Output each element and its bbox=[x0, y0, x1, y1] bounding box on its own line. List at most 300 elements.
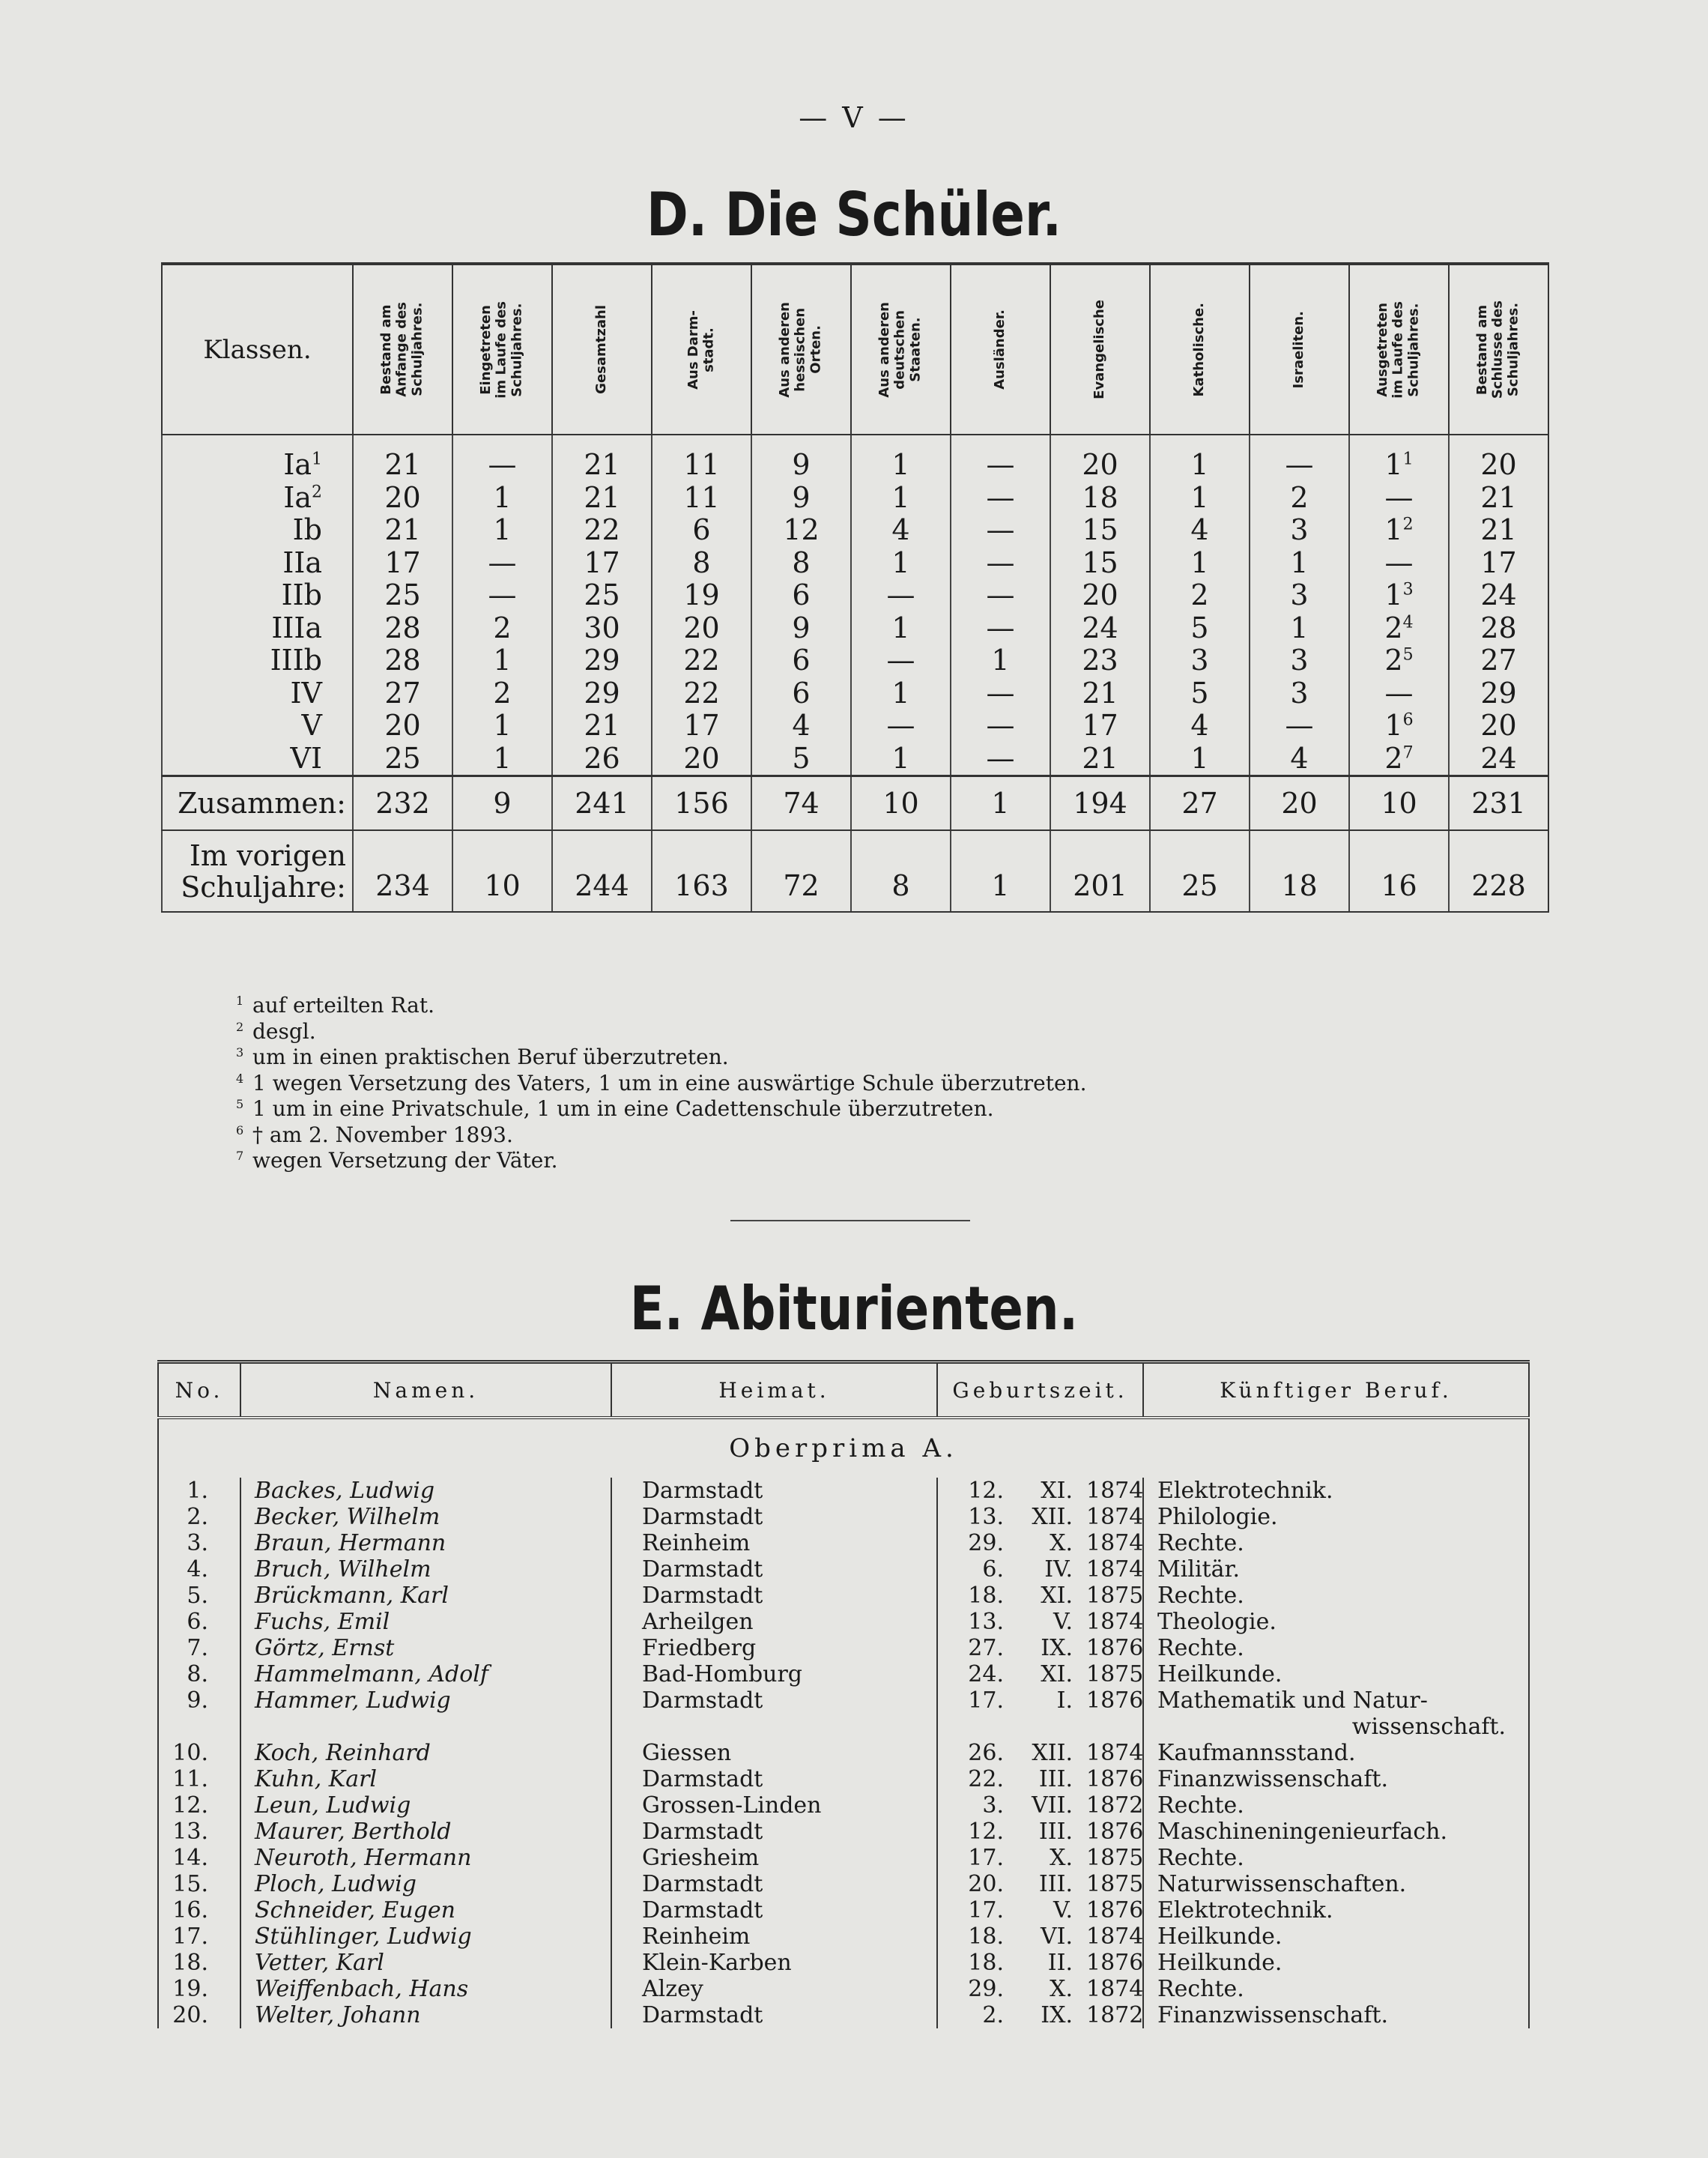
table-cell: 25 bbox=[552, 579, 652, 612]
future-career: Finanzwissenschaft. bbox=[1143, 1766, 1529, 1792]
birth-year: 1874 bbox=[1086, 1923, 1144, 1950]
table-cell: 25 bbox=[353, 743, 452, 776]
graduate-number: 13. bbox=[158, 1819, 240, 1845]
table-cell: $1^6$ bbox=[1349, 710, 1449, 743]
table-cell: — bbox=[851, 644, 951, 677]
column-header-home: Heimat. bbox=[611, 1362, 937, 1418]
column-header-birth: Geburtszeit. bbox=[937, 1362, 1143, 1418]
birth-year: 1874 bbox=[1086, 1478, 1144, 1504]
table-cell: — bbox=[1349, 482, 1449, 515]
graduate-row bbox=[158, 1504, 1529, 1530]
class-name: VI bbox=[162, 743, 353, 776]
graduate-hometown: Griesheim bbox=[611, 1845, 937, 1871]
total-cell: 20 bbox=[1250, 776, 1349, 831]
table-cell: 19 bbox=[652, 579, 751, 612]
table-cell: $2^4$ bbox=[1349, 612, 1449, 645]
table-cell: 1 bbox=[1150, 482, 1250, 515]
table-cell: 2 bbox=[1250, 482, 1349, 515]
column-header: Klassen. bbox=[162, 264, 353, 435]
table-cell: $2^5$ bbox=[1349, 644, 1449, 677]
birth-year: 1874 bbox=[1086, 1609, 1144, 1635]
graduate-number: 15. bbox=[158, 1871, 240, 1897]
table-cell: — bbox=[452, 547, 552, 580]
table-cell: — bbox=[1250, 435, 1349, 482]
graduate-number: 10. bbox=[158, 1740, 240, 1766]
class-name: Ia$^1$ bbox=[162, 435, 353, 482]
table-cell: 15 bbox=[1050, 514, 1150, 547]
graduate-name: Backes, Ludwig bbox=[240, 1478, 611, 1504]
graduate-number: 20. bbox=[158, 2002, 240, 2028]
graduate-row bbox=[158, 1687, 1529, 1740]
birth-year: 1874 bbox=[1086, 1556, 1144, 1583]
birth-month: VI. bbox=[1040, 1923, 1073, 1950]
footnote bbox=[236, 1148, 1086, 1174]
table-cell: 17 bbox=[353, 547, 452, 580]
graduate-name: Hammelmann, Adolf bbox=[240, 1661, 611, 1687]
graduates-table-header bbox=[158, 1362, 1529, 1418]
birth-year: 1875 bbox=[1086, 1845, 1144, 1871]
birth-year: 1875 bbox=[1086, 1661, 1144, 1687]
birth-month: V. bbox=[1053, 1897, 1073, 1923]
table-cell: 17 bbox=[552, 547, 652, 580]
graduate-hometown: Giessen bbox=[611, 1740, 937, 1766]
graduate-row bbox=[158, 1976, 1529, 2002]
birth-month: X. bbox=[1050, 1845, 1073, 1871]
table-row bbox=[162, 677, 1548, 710]
table-cell: 15 bbox=[1050, 547, 1150, 580]
graduate-number: 5. bbox=[158, 1583, 240, 1609]
previous-year-cell: 72 bbox=[751, 830, 851, 912]
footnote-mark: 5 bbox=[236, 1097, 244, 1111]
graduate-row bbox=[158, 1556, 1529, 1583]
table-cell: 21 bbox=[1050, 677, 1150, 710]
previous-year-cell: 1 bbox=[951, 830, 1050, 912]
previous-year-cell: 16 bbox=[1349, 830, 1449, 912]
table-cell: 4 bbox=[1150, 710, 1250, 743]
graduate-number: 2. bbox=[158, 1504, 240, 1530]
total-cell: 9 bbox=[452, 776, 552, 831]
birth-month: XI. bbox=[1041, 1478, 1073, 1504]
table-cell: 4 bbox=[751, 710, 851, 743]
birth-year: 1876 bbox=[1086, 1897, 1144, 1923]
table-cell: 1 bbox=[1150, 743, 1250, 776]
graduate-hometown: Darmstadt bbox=[611, 1556, 937, 1583]
column-header: Israeliten. bbox=[1250, 264, 1349, 435]
table-cell: — bbox=[1349, 677, 1449, 710]
graduate-hometown: Reinheim bbox=[611, 1923, 937, 1950]
birth-month: XII. bbox=[1032, 1504, 1073, 1530]
class-name: IIa bbox=[162, 547, 353, 580]
table-cell: — bbox=[452, 579, 552, 612]
total-label: Zusammen: bbox=[162, 776, 353, 831]
graduate-hometown: Darmstadt bbox=[611, 1687, 937, 1740]
table-cell: 9 bbox=[751, 612, 851, 645]
footnote bbox=[236, 1019, 1086, 1045]
table-cell: 18 bbox=[1050, 482, 1150, 515]
birth-year: 1872 bbox=[1086, 2002, 1144, 2028]
previous-year-cell: 244 bbox=[552, 830, 652, 912]
table-cell: 2 bbox=[452, 677, 552, 710]
previous-year-cell: 163 bbox=[652, 830, 751, 912]
graduate-number: 11. bbox=[158, 1766, 240, 1792]
birth-day: 18. bbox=[937, 1950, 1016, 1976]
footnote bbox=[236, 1096, 1086, 1122]
birth-year: 1874 bbox=[1086, 1740, 1144, 1766]
column-header: Aus anderen hessischen Orten. bbox=[751, 264, 851, 435]
table-cell: 1 bbox=[452, 743, 552, 776]
birth-day: 22. bbox=[937, 1766, 1016, 1792]
table-cell: — bbox=[951, 612, 1050, 645]
table-cell: 30 bbox=[552, 612, 652, 645]
class-name: V bbox=[162, 710, 353, 743]
table-row bbox=[162, 514, 1548, 547]
table-cell: 12 bbox=[751, 514, 851, 547]
future-career: Elektrotechnik. bbox=[1143, 1897, 1529, 1923]
footnote-text: wegen Versetzung der Väter. bbox=[252, 1148, 558, 1173]
table-cell: 8 bbox=[652, 547, 751, 580]
table-cell: 20 bbox=[353, 710, 452, 743]
footnote-mark: 3 bbox=[236, 1045, 244, 1060]
graduate-row bbox=[158, 1583, 1529, 1609]
table-cell: 1 bbox=[452, 514, 552, 547]
table-cell: 3 bbox=[1250, 644, 1349, 677]
total-cell: 10 bbox=[1349, 776, 1449, 831]
table-row bbox=[162, 743, 1548, 776]
birth-month: III. bbox=[1038, 1819, 1073, 1845]
table-cell: 1 bbox=[851, 547, 951, 580]
table-cell: 24 bbox=[1050, 612, 1150, 645]
table-cell: 3 bbox=[1150, 644, 1250, 677]
future-career: Rechte. bbox=[1143, 1530, 1529, 1556]
table-cell: 6 bbox=[751, 579, 851, 612]
table-cell: 1 bbox=[851, 435, 951, 482]
table-cell: 1 bbox=[1250, 547, 1349, 580]
graduates-table bbox=[157, 1360, 1530, 2028]
footnote bbox=[236, 1045, 1086, 1071]
table-cell: — bbox=[951, 677, 1050, 710]
graduate-number: 9. bbox=[158, 1687, 240, 1740]
table-cell: 20 bbox=[652, 743, 751, 776]
footnote-mark: 4 bbox=[236, 1071, 244, 1086]
table-cell: 6 bbox=[652, 514, 751, 547]
birth-month: II. bbox=[1047, 1950, 1073, 1976]
graduate-row bbox=[158, 1792, 1529, 1819]
table-cell: 21 bbox=[552, 482, 652, 515]
table-row bbox=[162, 644, 1548, 677]
table-cell: 17 bbox=[1050, 710, 1150, 743]
graduate-hometown: Arheilgen bbox=[611, 1609, 937, 1635]
table-cell: 22 bbox=[652, 677, 751, 710]
birth-day: 18. bbox=[937, 1583, 1016, 1609]
table-row bbox=[162, 482, 1548, 515]
graduate-number: 16. bbox=[158, 1897, 240, 1923]
table-cell: 20 bbox=[1449, 435, 1548, 482]
table-cell: 1 bbox=[851, 743, 951, 776]
graduate-row bbox=[158, 1740, 1529, 1766]
birth-month: XI. bbox=[1041, 1583, 1073, 1609]
table-cell: 21 bbox=[1449, 514, 1548, 547]
graduate-number: 14. bbox=[158, 1845, 240, 1871]
graduate-name: Fuchs, Emil bbox=[240, 1609, 611, 1635]
table-cell: 11 bbox=[652, 482, 751, 515]
class-name: IIIb bbox=[162, 644, 353, 677]
table-cell: 27 bbox=[353, 677, 452, 710]
total-cell: 10 bbox=[851, 776, 951, 831]
table-cell: $2^7$ bbox=[1349, 743, 1449, 776]
graduate-row bbox=[158, 1661, 1529, 1687]
birth-year: 1876 bbox=[1086, 1766, 1144, 1792]
table-cell: 24 bbox=[1449, 743, 1548, 776]
table-cell: $1^3$ bbox=[1349, 579, 1449, 612]
table-cell: 29 bbox=[552, 677, 652, 710]
future-career: Rechte. bbox=[1143, 1845, 1529, 1871]
graduate-hometown: Friedberg bbox=[611, 1635, 937, 1661]
table-cell: 20 bbox=[652, 612, 751, 645]
birth-day: 13. bbox=[937, 1609, 1016, 1635]
column-header: Katholische. bbox=[1150, 264, 1250, 435]
table-cell: 20 bbox=[1050, 579, 1150, 612]
total-cell: 194 bbox=[1050, 776, 1150, 831]
table-cell: — bbox=[851, 710, 951, 743]
birth-month: XII. bbox=[1032, 1740, 1073, 1766]
future-career: Rechte. bbox=[1143, 1792, 1529, 1819]
birth-day: 12. bbox=[937, 1478, 1016, 1504]
table-cell: 1 bbox=[452, 710, 552, 743]
birth-year: 1875 bbox=[1086, 1871, 1144, 1897]
birth-day: 24. bbox=[937, 1661, 1016, 1687]
graduate-number: 12. bbox=[158, 1792, 240, 1819]
table-cell: 4 bbox=[1250, 743, 1349, 776]
graduate-number: 8. bbox=[158, 1661, 240, 1687]
graduate-number: 7. bbox=[158, 1635, 240, 1661]
footnote-text: desgl. bbox=[252, 1018, 316, 1044]
future-career: Finanzwissenschaft. bbox=[1143, 2002, 1529, 2028]
future-career: Philologie. bbox=[1143, 1504, 1529, 1530]
graduate-hometown: Darmstadt bbox=[611, 1478, 937, 1504]
total-cell: 1 bbox=[951, 776, 1050, 831]
section-e-title: E. Abiturienten. bbox=[629, 1274, 1079, 1344]
table-cell: 17 bbox=[652, 710, 751, 743]
graduate-name: Becker, Wilhelm bbox=[240, 1504, 611, 1530]
graduate-row bbox=[158, 1923, 1529, 1950]
table-cell: — bbox=[951, 579, 1050, 612]
graduate-name: Kuhn, Karl bbox=[240, 1766, 611, 1792]
footnote bbox=[236, 1071, 1086, 1097]
birth-month: IX. bbox=[1041, 2002, 1073, 2028]
birth-month: V. bbox=[1053, 1609, 1073, 1635]
column-header-name: Namen. bbox=[240, 1362, 611, 1418]
graduate-row bbox=[158, 1950, 1529, 1976]
graduate-name: Ploch, Ludwig bbox=[240, 1871, 611, 1897]
table-cell: 2 bbox=[452, 612, 552, 645]
birth-day: 17. bbox=[937, 1687, 1016, 1740]
table-cell: 4 bbox=[851, 514, 951, 547]
table-cell: 1 bbox=[1250, 612, 1349, 645]
graduate-name: Vetter, Karl bbox=[240, 1950, 611, 1976]
table-cell: — bbox=[951, 514, 1050, 547]
footnote-mark: 6 bbox=[236, 1122, 244, 1137]
table-cell: 6 bbox=[751, 644, 851, 677]
graduate-row bbox=[158, 1819, 1529, 1845]
birth-month: IX. bbox=[1041, 1635, 1073, 1661]
graduate-number: 4. bbox=[158, 1556, 240, 1583]
class-name: Ib bbox=[162, 514, 353, 547]
table-cell: $1^1$ bbox=[1349, 435, 1449, 482]
footnote-mark: 1 bbox=[236, 994, 244, 1008]
column-header: Ausgetreten im Laufe des Schuljahres. bbox=[1349, 264, 1449, 435]
graduate-hometown: Darmstadt bbox=[611, 1819, 937, 1845]
future-career: Maschineningenieurfach. bbox=[1143, 1819, 1529, 1845]
graduate-name: Hammer, Ludwig bbox=[240, 1687, 611, 1740]
students-table bbox=[161, 262, 1549, 913]
footnote-mark: 7 bbox=[236, 1149, 244, 1163]
birth-day: 12. bbox=[937, 1819, 1016, 1845]
page-number: — V — bbox=[799, 101, 909, 134]
graduate-name: Stühlinger, Ludwig bbox=[240, 1923, 611, 1950]
graduate-hometown: Darmstadt bbox=[611, 1871, 937, 1897]
graduate-row bbox=[158, 1530, 1529, 1556]
graduate-name: Neuroth, Hermann bbox=[240, 1845, 611, 1871]
graduate-name: Maurer, Berthold bbox=[240, 1819, 611, 1845]
graduate-hometown: Reinheim bbox=[611, 1530, 937, 1556]
table-cell: — bbox=[951, 710, 1050, 743]
class-name: Ia$^2$ bbox=[162, 482, 353, 515]
table-row bbox=[162, 710, 1548, 743]
table-cell: 6 bbox=[751, 677, 851, 710]
section-d-title: D. Die Schüler. bbox=[646, 180, 1062, 250]
previous-year-label: Im vorigen Schuljahre: bbox=[162, 830, 353, 912]
footnote-text: um in einen praktischen Beruf überzutreten. bbox=[252, 1045, 729, 1069]
birth-month: III. bbox=[1038, 1766, 1073, 1792]
birth-year: 1874 bbox=[1086, 1530, 1144, 1556]
birth-day: 18. bbox=[937, 1923, 1016, 1950]
graduate-name: Welter, Johann bbox=[240, 2002, 611, 2028]
table-cell: 25 bbox=[353, 579, 452, 612]
column-header: Aus anderen deutschen Staaten. bbox=[851, 264, 951, 435]
table-cell: 8 bbox=[751, 547, 851, 580]
table-cell: 5 bbox=[1150, 612, 1250, 645]
future-career: Heilkunde. bbox=[1143, 1950, 1529, 1976]
class-name: IIIa bbox=[162, 612, 353, 645]
table-cell: 3 bbox=[1250, 579, 1349, 612]
graduate-number: 17. bbox=[158, 1923, 240, 1950]
future-career-continued: wissenschaft. bbox=[1351, 1714, 1506, 1740]
graduate-row bbox=[158, 2002, 1529, 2028]
table-cell: 1 bbox=[1150, 547, 1250, 580]
column-header-career: Künftiger Beruf. bbox=[1143, 1362, 1529, 1418]
graduate-name: Braun, Hermann bbox=[240, 1530, 611, 1556]
section-divider bbox=[730, 1220, 970, 1221]
birth-day: 17. bbox=[937, 1897, 1016, 1923]
table-cell: 24 bbox=[1449, 579, 1548, 612]
table-cell: 21 bbox=[353, 435, 452, 482]
column-header: Bestand am Anfange des Schuljahres. bbox=[353, 264, 452, 435]
footnote-text: † am 2. November 1893. bbox=[252, 1122, 513, 1147]
column-header: Ausländer. bbox=[951, 264, 1050, 435]
future-career: Naturwissenschaften. bbox=[1143, 1871, 1529, 1897]
graduate-name: Weiffenbach, Hans bbox=[240, 1976, 611, 2002]
total-row bbox=[162, 776, 1548, 831]
table-cell: — bbox=[1349, 547, 1449, 580]
future-career: Elektrotechnik. bbox=[1143, 1478, 1529, 1504]
graduate-name: Görtz, Ernst bbox=[240, 1635, 611, 1661]
future-career: Heilkunde. bbox=[1143, 1661, 1529, 1687]
birth-day: 27. bbox=[937, 1635, 1016, 1661]
birth-month: X. bbox=[1050, 1530, 1073, 1556]
birth-day: 3. bbox=[937, 1792, 1016, 1819]
graduate-hometown: Alzey bbox=[611, 1976, 937, 2002]
footnotes bbox=[236, 993, 1086, 1174]
table-cell: — bbox=[452, 435, 552, 482]
class-name: IV bbox=[162, 677, 353, 710]
total-cell: 27 bbox=[1150, 776, 1250, 831]
table-cell: 11 bbox=[652, 435, 751, 482]
previous-year-cell: 234 bbox=[353, 830, 452, 912]
table-cell: 3 bbox=[1250, 514, 1349, 547]
total-cell: 232 bbox=[353, 776, 452, 831]
column-header: Gesamtzahl bbox=[552, 264, 652, 435]
table-cell: 1 bbox=[851, 677, 951, 710]
table-row bbox=[162, 612, 1548, 645]
birth-day: 29. bbox=[937, 1530, 1016, 1556]
total-cell: 156 bbox=[652, 776, 751, 831]
birth-month: X. bbox=[1050, 1976, 1073, 2002]
birth-day: 17. bbox=[937, 1845, 1016, 1871]
graduate-hometown: Grossen-Linden bbox=[611, 1792, 937, 1819]
graduate-hometown: Darmstadt bbox=[611, 1766, 937, 1792]
table-cell: 21 bbox=[552, 435, 652, 482]
table-cell: 26 bbox=[552, 743, 652, 776]
column-header: Eingetreten im Laufe des Schuljahres. bbox=[452, 264, 552, 435]
table-cell: — bbox=[1250, 710, 1349, 743]
table-cell: — bbox=[951, 435, 1050, 482]
table-cell: $1^2$ bbox=[1349, 514, 1449, 547]
birth-year: 1874 bbox=[1086, 1976, 1144, 2002]
table-cell: 17 bbox=[1449, 547, 1548, 580]
graduate-hometown: Darmstadt bbox=[611, 1897, 937, 1923]
table-cell: 1 bbox=[452, 644, 552, 677]
previous-year-cell: 228 bbox=[1449, 830, 1548, 912]
graduate-row bbox=[158, 1871, 1529, 1897]
previous-year-row bbox=[162, 830, 1548, 912]
table-cell: 5 bbox=[1150, 677, 1250, 710]
birth-day: 13. bbox=[937, 1504, 1016, 1530]
table-cell: 29 bbox=[552, 644, 652, 677]
previous-year-cell: 8 bbox=[851, 830, 951, 912]
previous-year-cell: 25 bbox=[1150, 830, 1250, 912]
table-cell: 3 bbox=[1250, 677, 1349, 710]
graduate-hometown: Darmstadt bbox=[611, 1583, 937, 1609]
graduate-hometown: Darmstadt bbox=[611, 2002, 937, 2028]
graduate-number: 3. bbox=[158, 1530, 240, 1556]
birth-year: 1876 bbox=[1086, 1819, 1144, 1845]
footnote-text: 1 um in eine Privatschule, 1 um in eine Cadettenschule überzutreten. bbox=[252, 1096, 994, 1121]
table-cell: 28 bbox=[353, 644, 452, 677]
graduate-row bbox=[158, 1845, 1529, 1871]
birth-year: 1872 bbox=[1086, 1792, 1144, 1819]
footnote-mark: 2 bbox=[236, 1019, 244, 1034]
previous-year-cell: 201 bbox=[1050, 830, 1150, 912]
table-row bbox=[162, 579, 1548, 612]
table-cell: 4 bbox=[1150, 514, 1250, 547]
students-table-header bbox=[162, 264, 1548, 435]
table-cell: 1 bbox=[452, 482, 552, 515]
future-career: Rechte. bbox=[1143, 1635, 1529, 1661]
footnote-text: auf erteilten Rat. bbox=[252, 993, 435, 1018]
birth-month: XI. bbox=[1041, 1661, 1073, 1687]
table-cell: 21 bbox=[353, 514, 452, 547]
future-career: Rechte. bbox=[1143, 1583, 1529, 1609]
